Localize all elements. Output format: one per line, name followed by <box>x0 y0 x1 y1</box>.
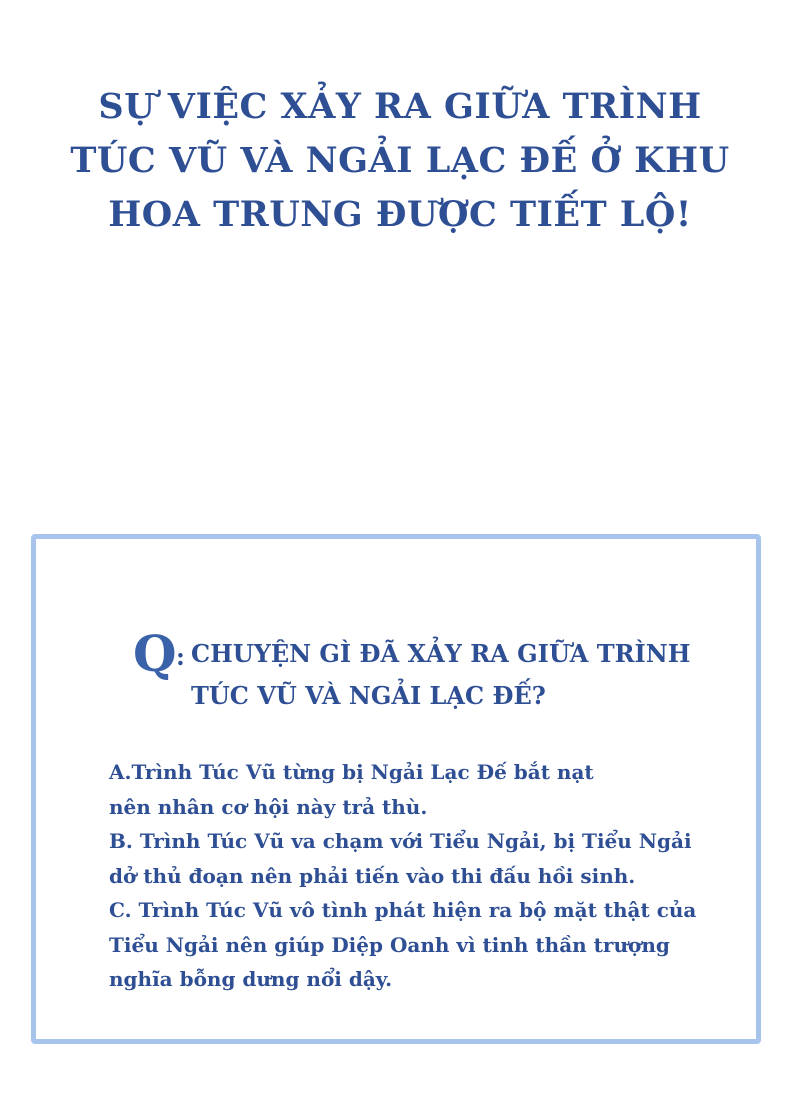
question-text <box>191 633 690 717</box>
answer-line: B. Trình Túc Vũ va chạm với Tiểu Ngải, bị Tiểu Ngải <box>109 829 692 853</box>
headline-line: HOA TRUNG ĐƯỢC TIẾT LỘ! <box>108 194 692 235</box>
quiz-box <box>31 534 761 1044</box>
answer-line: C. Trình Túc Vũ vô tình phát hiện ra bộ mặt thật của <box>109 898 697 922</box>
answer-line: dở thủ đoạn nên phải tiến vào thi đấu hồi sinh. <box>109 863 636 888</box>
answer-line: nghĩa bỗng dưng nổi dậy. <box>109 967 393 991</box>
headline <box>0 80 800 242</box>
answer-line: Tiểu Ngải nên giúp Diệp Oanh vì tinh thần trượng <box>109 932 670 957</box>
question-mark-letter: Q <box>133 624 177 683</box>
answer-options <box>109 755 696 997</box>
question-line: TÚC VŨ VÀ NGẢI LẠC ĐẾ? <box>191 681 546 710</box>
answer-line: nên nhân cơ hội này trả thù. <box>109 794 428 819</box>
headline-line: TÚC VŨ VÀ NGẢI LẠC ĐẾ Ở KHU <box>70 140 730 181</box>
question-colon: : <box>176 642 185 671</box>
question-line: CHUYỆN GÌ ĐÃ XẢY RA GIỮA TRÌNH <box>191 639 691 668</box>
answer-line: A.Trình Túc Vũ từng bị Ngải Lạc Đế bắt nạt <box>109 760 594 784</box>
headline-line: SỰ VIỆC XẢY RA GIỮA TRÌNH <box>98 86 702 127</box>
